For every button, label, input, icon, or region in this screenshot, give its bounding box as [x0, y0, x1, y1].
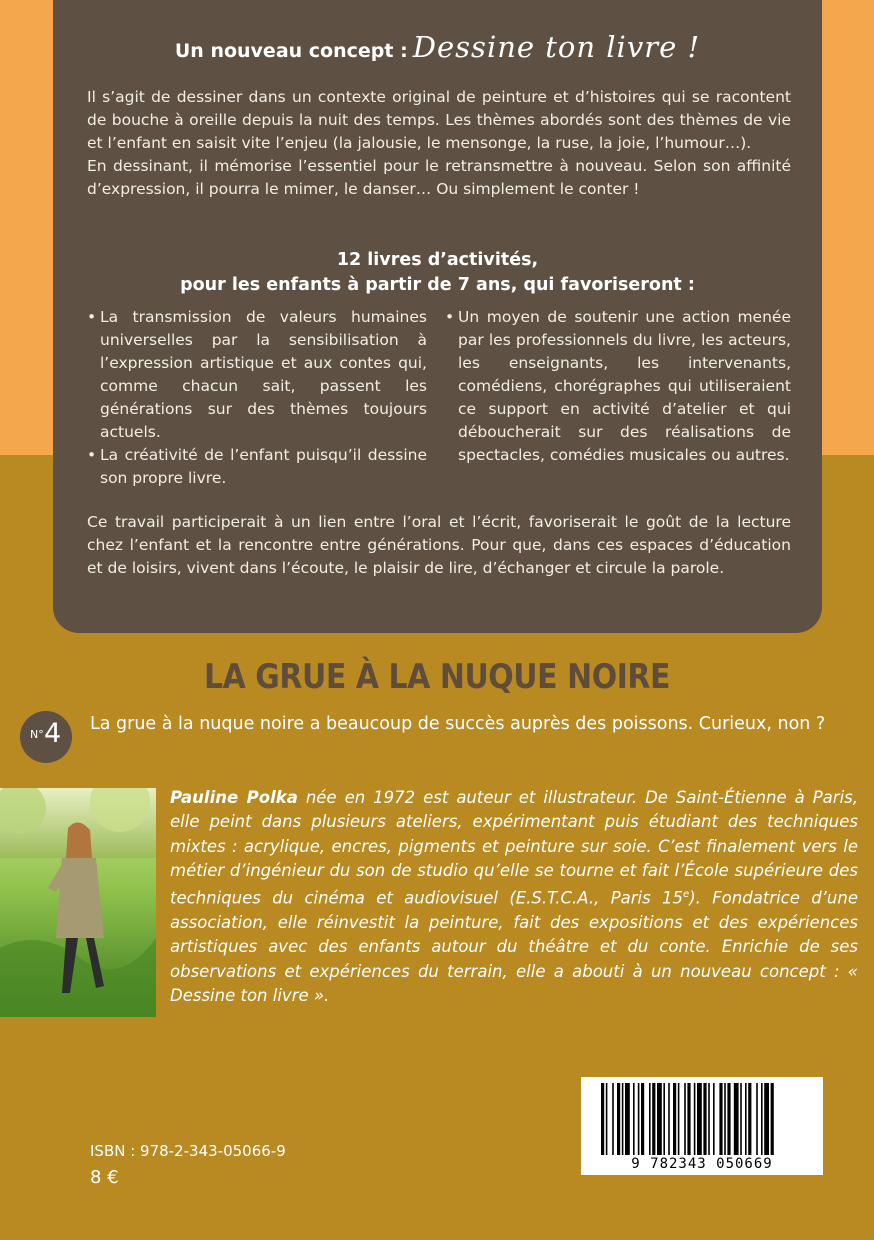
isbn: ISBN : 978-2-343-05066-9 [90, 1142, 286, 1160]
barcode-bar [724, 1083, 726, 1155]
barcode-bar [761, 1083, 763, 1155]
barcode-bar [734, 1083, 739, 1155]
author-photo-illustration [0, 788, 156, 1017]
book-title: LA GRUE À LA NUQUE NOIRE [203, 657, 671, 697]
intro-paragraph: Il s’agit de dessiner dans un contexte original de peinture et d’histoires qui se racontent de bouche à oreille depuis la nuit des temps. Les thèmes abordés sont des thèmes de vie et l’enfant en saisit vite l’enjeu (la jalousie, le mensonge, la ruse, la joie, l’humour…). [87, 88, 791, 152]
volume-number: 4 [44, 718, 62, 749]
barcode-bar [652, 1083, 655, 1155]
intro-text [87, 86, 791, 201]
barcode-bar [694, 1083, 696, 1155]
barcode-bar [663, 1083, 665, 1155]
barcode-bar [756, 1083, 758, 1155]
barcode-bar [684, 1083, 686, 1155]
headline-lead: Un nouveau concept : [174, 40, 408, 62]
barcode-bar [771, 1083, 774, 1155]
barcode-bar [678, 1083, 680, 1155]
concept-headline [53, 30, 822, 64]
barcode-bar [633, 1083, 635, 1155]
barcode-bar [703, 1083, 706, 1155]
author-bio-text: ). Fondatrice d’une association, elle réinvestit la peinture, fait des expositions et des expériences artistiques avec des enfants autour du théâtre et du conte. Enrichie de ses observations et expériences du terrain, elle a abouti à un nouveau concept : « Dessine ton livre ». [170, 888, 858, 1005]
barcode-bar [638, 1083, 640, 1155]
barcode-bar [708, 1083, 710, 1155]
volume-prefix: N° [30, 728, 44, 741]
barcode-bar [697, 1083, 702, 1155]
benefit-item: • Un moyen de soutenir une action menée par les professionnels du livre, les acteurs, les enseignants, les intervenants, comédiens, chorégraphes qui utiliseraient ce support en activité d’atelier et qui déboucherait sur des réalisations de spectacles, comédies musicales ou autres. [445, 306, 791, 467]
barcode [581, 1077, 823, 1175]
activities-heading [53, 248, 822, 298]
activities-heading-line: pour les enfants à partir de 7 ans, qui favoriseront : [180, 275, 695, 295]
barcode-bars [581, 1077, 823, 1157]
benefit-item: • La transmission de valeurs humaines universelles par la sensibilisation à l’expression artistique et aux contes qui, comme chacun sait, passent les générations sur des thèmes toujours actuels. [87, 306, 427, 444]
barcode-bar [649, 1083, 651, 1155]
barcode-bar [625, 1083, 630, 1155]
activities-heading-line: 12 livres d’activités, [336, 250, 539, 270]
barcode-bar [617, 1083, 620, 1155]
barcode-digits: 9 782343 050669 [631, 1156, 773, 1172]
barcode-bar [622, 1083, 624, 1155]
author-photo [0, 788, 156, 1017]
barcode-bar [687, 1083, 690, 1155]
outro-text: Ce travail participerait à un lien entre l’oral et l’écrit, favoriserait le goût de la lecture chez l’enfant et la rencontre entre générations. Pour que, dans ces espaces d’éducation et de loisirs, vivent dans l’écoute, le plaisir de lire, d’échanger et circule la parole. [87, 513, 791, 577]
author-bio [170, 786, 858, 1008]
concept-panel [53, 0, 822, 633]
barcode-bar [641, 1083, 644, 1155]
benefits-left-column [87, 306, 427, 490]
barcode-bar [713, 1083, 715, 1155]
barcode-bar [606, 1083, 608, 1155]
author-name: Pauline Polka [170, 788, 298, 807]
barcode-bar [673, 1083, 676, 1155]
barcode-bar [745, 1083, 747, 1155]
barcode-bar [601, 1083, 604, 1155]
author-bio-superscript: e [683, 889, 690, 901]
barcode-bar [719, 1083, 722, 1155]
barcode-bar [727, 1083, 730, 1155]
barcode-bar [612, 1083, 614, 1155]
benefits-right-column [445, 306, 791, 467]
intro-paragraph: En dessinant, il mémorise l’essentiel pour le retransmettre à nouveau. Selon son affinité d’expression, il pourra le mimer, le danser… Ou simplement le conter ! [87, 157, 791, 198]
benefit-item: • La créativité de l’enfant puisqu’il dessine son propre livre. [87, 444, 427, 490]
headline-title: Dessine ton livre ! [412, 30, 701, 64]
book-summary: La grue à la nuque noire a beaucoup de succès auprès des poissons. Curieux, non ? [90, 714, 826, 734]
barcode-bar [740, 1083, 742, 1155]
author-bio-text: née en 1972 est auteur et illustrateur. De Saint-Étienne à Paris, elle peint dans plusieurs ateliers, expérimentant puis étudiant des techniques mixtes : acrylique, encres, pigments et peinture sur soie. C’est finalement vers le métier d’ingénieur du son de studio qu’elle se tourne et fait l’École supérieure des techniques du cinéma et audiovisuel (E.S.T.C.A., Paris 15 [170, 788, 858, 908]
barcode-bar [764, 1083, 769, 1155]
barcode-bar [657, 1083, 662, 1155]
barcode-bar [748, 1083, 751, 1155]
barcode-bar [668, 1083, 670, 1155]
price: 8 € [90, 1167, 119, 1188]
volume-badge [20, 711, 72, 763]
